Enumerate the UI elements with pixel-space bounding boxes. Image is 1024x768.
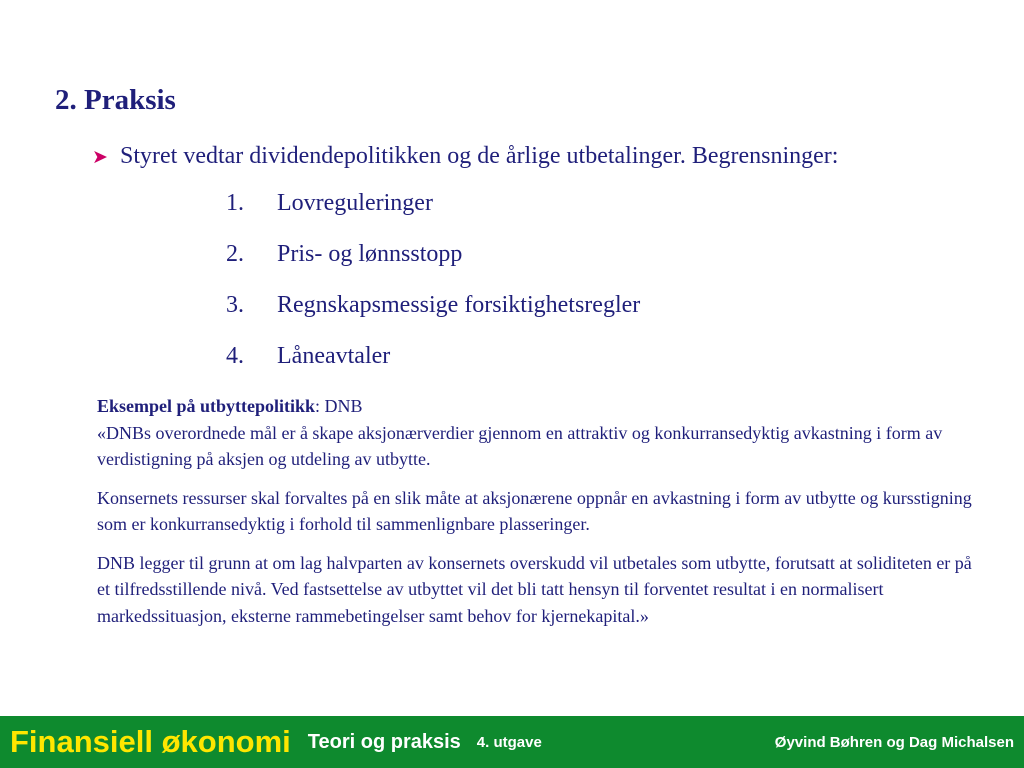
list-text: Pris- og lønnsstopp (277, 241, 463, 267)
limitations-list (226, 190, 640, 394)
list-number: 3. (226, 292, 244, 318)
list-item (226, 343, 640, 394)
book-authors: Øyvind Bøhren og Dag Michalsen (774, 733, 1014, 751)
example-block (97, 393, 987, 641)
bullet-item (92, 143, 838, 170)
example-paragraph-1 (97, 393, 987, 473)
list-text: Låneavtaler (277, 343, 391, 369)
example-paragraph-2: Konsernets ressurser skal forvaltes på en slik måte at aksjonærene oppnår en avkastning i form av utbytte og kursstigning som er konkurransedyktig i forhold til sammenlignbare plasseringer. (97, 487, 972, 534)
example-title: Eksempel på utbyttepolitikk (97, 396, 316, 416)
example-paragraph-3: DNB legger til grunn at om lag halvparten av konsernets overskudd vil utbetales som utbytte, forutsatt at soliditeten er på et tilfredsstillende nivå. Ved fastsettelse av utbyttet vil det bli tatt hensyn til forventet resultat i en normalisert markedssituasjon, eksterne rammebetingelser samt behov for kjernekapital.» (97, 552, 972, 626)
book-edition: 4. utgave (476, 733, 542, 751)
list-item (226, 292, 640, 343)
list-item (226, 190, 640, 241)
list-number: 4. (226, 343, 244, 369)
book-subtitle: Teori og praksis (307, 730, 461, 753)
book-title: Finansiell økonomi (10, 724, 291, 759)
example-quote: «DNBs overordnede mål er å skape aksjonærverdier gjennom en attraktiv og konkurransedyktig avkastning i form av verdistigning på aksjen og utdeling av utbytte. (97, 422, 943, 469)
list-number: 2. (226, 241, 244, 267)
bullet-text: Styret vedtar dividendepolitikken og de årlige utbetalinger. Begrensninger: (120, 143, 839, 169)
arrow-bullet-icon: ➤ (92, 147, 108, 168)
footer-bar (0, 716, 1024, 768)
example-title-suffix: : DNB (315, 396, 363, 416)
list-number: 1. (226, 190, 244, 216)
list-item (226, 241, 640, 292)
section-heading: 2. Praksis (55, 84, 176, 116)
list-text: Regnskapsmessige forsiktighetsregler (277, 292, 641, 318)
list-text: Lovreguleringer (277, 190, 433, 216)
